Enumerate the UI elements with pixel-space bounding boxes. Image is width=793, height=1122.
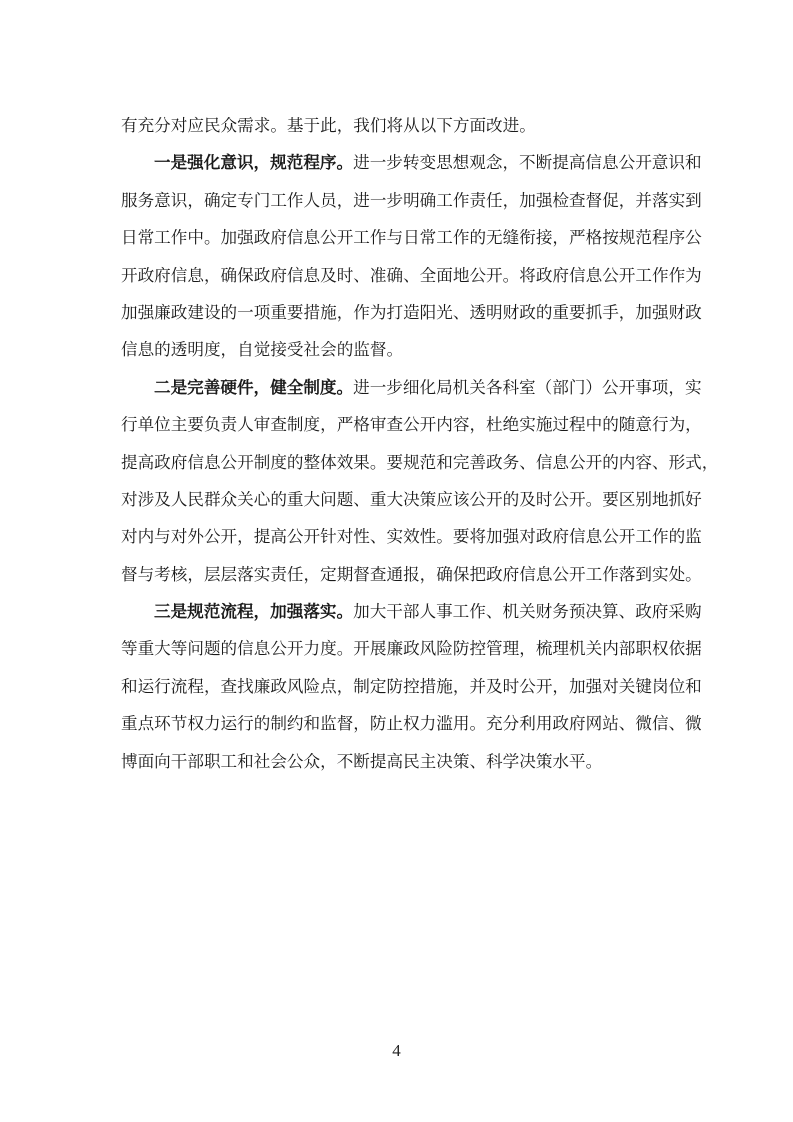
paragraph-lead: 一是强化意识，规范程序。 <box>154 152 354 173</box>
paragraph-line: 服务意识，确定专门工作人员，进一步明确工作责任，加强检查督促，并落实到 <box>121 190 702 210</box>
paragraph-line: 行单位主要负责人审查制度，严格审查公开内容，杜绝实施过程中的随意行为， <box>121 415 702 435</box>
paragraph-lead: 三是规范流程，加强落实。 <box>154 601 354 622</box>
paragraph-line: 和运行流程，查找廉政风险点，制定防控措施，并及时公开，加强对关键岗位和 <box>121 676 702 696</box>
paragraph-line: 开政府信息，确保政府信息及时、准确、全面地公开。将政府信息公开工作作为 <box>121 265 702 285</box>
paragraph-line: 等重大等问题的信息公开力度。开展廉政风险防控管理，梳理机关内部职权依据 <box>121 639 702 659</box>
paragraph-first-line <box>121 593 702 630</box>
paragraph-line: 有充分对应民众需求。基于此，我们将从以下方面改进。 <box>121 116 536 135</box>
paragraph-lead: 二是完善硬件，健全制度。 <box>154 376 354 397</box>
page-number: 4 <box>392 1041 401 1060</box>
paragraph-line: 提高政府信息公开制度的整体效果。要规范和完善政务、信息公开的内容、形式， <box>121 452 719 472</box>
paragraph-line: 对涉及人民群众关心的重大问题、重大决策应该公开的及时公开。要区别地抓好 <box>121 489 702 509</box>
paragraph-line: 督与考核，层层落实责任，定期督查通报，确保把政府信息公开工作落到实处。 <box>121 564 702 584</box>
paragraph-line: 信息的透明度，自觉接受社会的监督。 <box>121 340 404 360</box>
paragraph-line: 日常工作中。加强政府信息公开工作与日常工作的无缝衔接，严格按规范程序公 <box>121 228 702 248</box>
paragraph-first-line <box>121 369 702 406</box>
paragraph-first-line <box>121 144 702 181</box>
document-body <box>121 107 719 780</box>
paragraph-text: 加大干部人事工作、机关财务预决算、政府采购 <box>353 602 702 622</box>
paragraph-text: 进一步细化局机关各科室（部门）公开事项，实 <box>353 377 702 397</box>
paragraph-line: 对内与对外公开，提高公开针对性、实效性。要将加强对政府信息公开工作的监 <box>121 527 702 547</box>
paragraph-line: 博面向干部职工和社会公众，不断提高民主决策、科学决策水平。 <box>121 751 603 771</box>
paragraph-line: 加强廉政建设的一项重要措施，作为打造阳光、透明财政的重要抓手，加强财政 <box>121 302 702 322</box>
paragraph-line: 重点环节权力运行的制约和监督，防止权力滥用。充分利用政府网站、微信、微 <box>121 714 702 734</box>
paragraph-text: 进一步转变思想观念，不断提高信息公开意识和 <box>353 153 702 173</box>
